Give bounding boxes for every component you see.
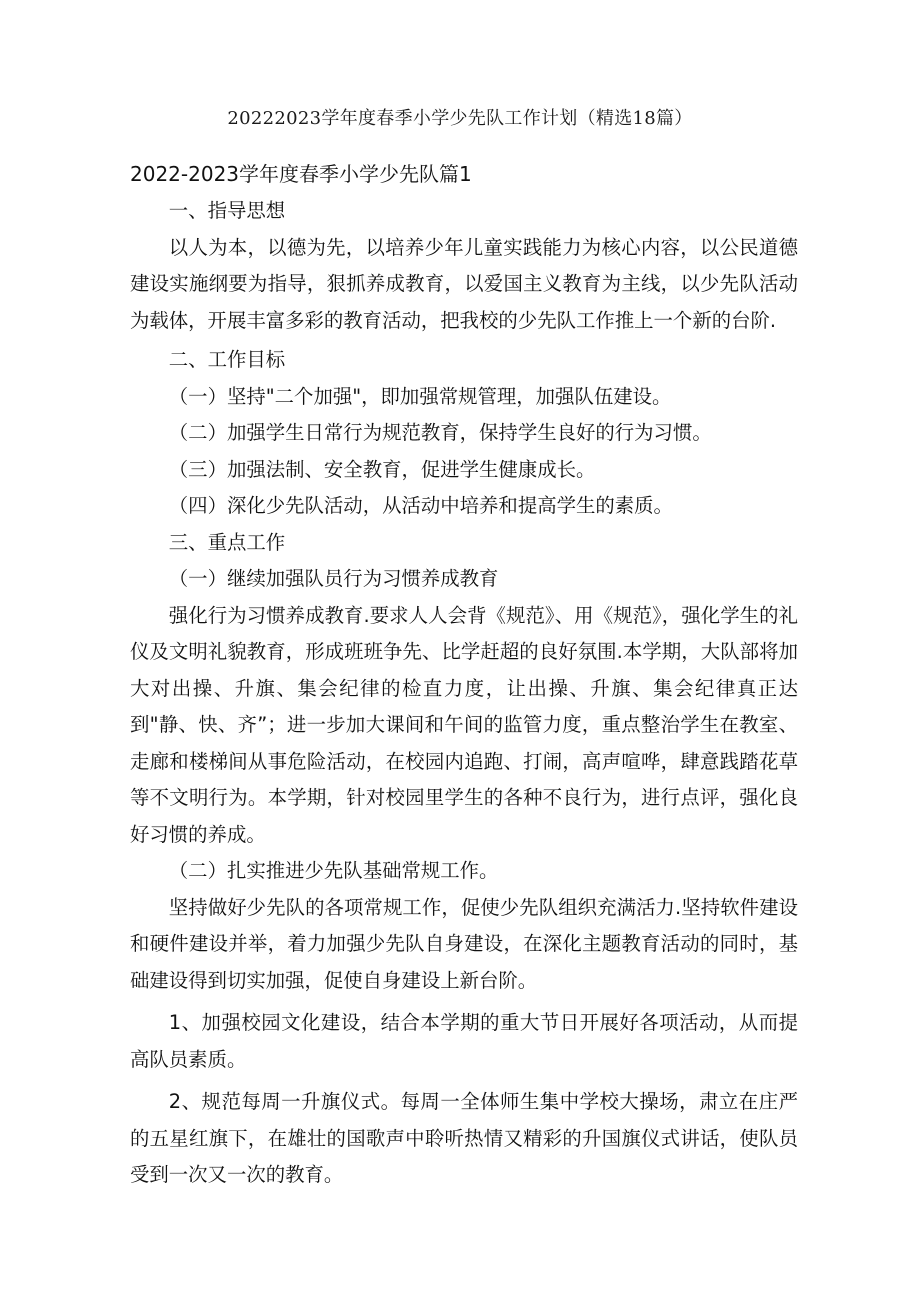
- section-heading: 2022-2023学年度春季小学少先队篇1: [130, 162, 472, 186]
- list-item-campus-culture: 1、加强校园文化建设，结合本学期的重大节日开展好各项活动，从而提高队员素质。: [130, 1011, 798, 1071]
- heading-key-work: 三、重点工作: [168, 530, 286, 554]
- heading-guiding-ideology: 一、指导思想: [168, 199, 286, 222]
- goal-item-3: （三）加强法制、安全教育，促进学生健康成长。: [168, 457, 596, 481]
- list-item-flag-ceremony: 2、规范每周一升旗仪式。每周一全体师生集中学校大操场，肃立在庄严的五星红旗下，在雄壮的国歌声中聆听热情又精彩的升国旗仪式讲话，使队员受到一次又一次的教育。: [130, 1090, 798, 1186]
- paragraph-guiding-ideology: 以人为本，以德为先，以培养少年儿童实践能力为核心内容，以公民道德建设实施纲要为指导，狠抓养成教育，以爱国主义教育为主线，以少先队活动为载体，开展丰富多彩的教育活动，把我校的少先队工作推上一个新的台阶.: [130, 235, 798, 332]
- document-title: 20222023学年度春季小学少先队工作计划（精选18篇）: [227, 108, 693, 129]
- goal-item-2: （二）加强学生日常行为规范教育，保持学生良好的行为习惯。: [168, 421, 712, 444]
- paragraph-habit-education: 强化行为习惯养成教育.要求人人会背《规范》、用《规范》，强化学生的礼仪及文明礼貌教育，形成班班争先、比学赶超的良好氛围.本学期，大队部将加大对出操、升旗、集会纪律的检直力度，让出操、升旗、集会纪律真正达到"静、快、齐”；进一步加大课间和午间的监管力度，重点整治学生在教室、走廊和楼梯间从事危险活动，在校园内追跑、打闹，高声喧哗，肆意践踏花草等不文明行为。本学期，针对校园里学生的各种不良行为，进行点评，强化良好习惯的养成。: [130, 603, 798, 846]
- key-work-subheading-2: （二）扎实推进少先队基础常规工作。: [168, 859, 499, 882]
- heading-work-goals: 二、工作目标: [168, 348, 286, 371]
- key-work-subheading-1: （一）继续加强队员行为习惯养成教育: [168, 567, 499, 590]
- goal-item-4: （四）深化少先队活动，从活动中培养和提高学生的素质。: [168, 494, 673, 517]
- document-body: [130, 193, 798, 1194]
- goal-item-1: （一）坚持"二个加强"，即加强常规管理，加强队伍建设。: [168, 384, 672, 408]
- paragraph-routine-work: 坚持做好少先队的各项常规工作，促使少先队组织充满活力.坚持软件建设和硬件建设并举，着力加强少先队自身建设，在深化主题教育活动的同时，基础建设得到切实加强，促使自身建设上新台阶。: [130, 895, 798, 992]
